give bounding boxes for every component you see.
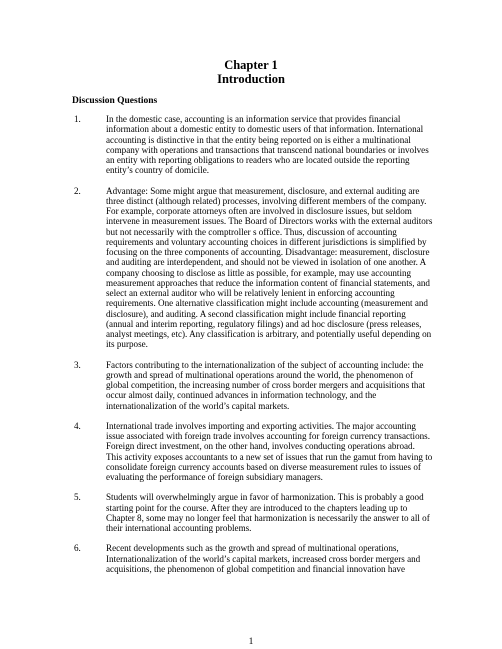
discussion-questions-list	[74, 114, 433, 584]
question-text: Recent developments such as the growth and spread of multinational operations, Internationalization of the world’s capital markets, increased cross border mergers and acquisitions, the phenomenon of global competition and financial innovation have	[106, 543, 421, 574]
chapter-title: Introduction	[217, 72, 285, 86]
question-text: International trade involves importing and exporting activities. The major accounting issue associated with foreign trade involves accounting for foreign currency transactions. Foreign direct investment, on the other hand, involves conducting operations abroad. This activity exposes accountants to a new set of issues that run the gamut from having to consolidate foreign currency accounts based on diverse measurement rules to issues of evaluating the performance of foreign subsidiary managers.	[106, 420, 433, 482]
question-number: 6.	[74, 543, 81, 554]
question-item	[74, 114, 433, 176]
question-item	[74, 185, 433, 350]
question-number: 1.	[74, 114, 81, 124]
question-text: In the domestic case, accounting is an information service that provides financial information about a domestic entity to domestic users of that information. International accounting is distinctive in that the entity being reported on is either a multinational company with operations and transactions that transcend national boundaries or involves an entity with reporting obligations to readers who are located outside the reporting entity’s country of domicile.	[106, 114, 429, 176]
question-number: 4.	[74, 420, 81, 431]
question-item	[74, 359, 433, 411]
question-number: 2.	[74, 185, 81, 196]
question-number: 3.	[74, 359, 81, 370]
page-number: 1	[248, 637, 254, 647]
question-item	[74, 543, 433, 574]
question-item	[74, 492, 433, 533]
question-text: Factors contributing to the internationalization of the subject of accounting include: the growth and spread of multinational operations around the world, the phenomenon of global competition, the increasing number of cross border mergers and acquisitions that occur almost daily, continued advances in information technology, and the internationalization of the world’s capital markets.	[106, 359, 426, 411]
question-text: Students will overwhelmingly argue in favor of harmonization. This is probably a good starting point for the course. After they are introduced to the chapters leading up to Chapter 8, some may no longer feel that harmonization is necessarily the answer to all of their international accounting problems.	[106, 492, 430, 533]
question-item	[74, 420, 433, 483]
question-number: 5.	[74, 492, 81, 503]
chapter-number: Chapter 1	[224, 58, 278, 72]
section-heading: Discussion Questions	[72, 96, 158, 106]
question-text: Advantage: Some might argue that measurement, disclosure, and external auditing are three distinct (although related) processes, involving different members of the company. For example, corporate attorneys often are involved in disclosure issues, but seldom intervene in measurement issues. The Board of Directors works with the external auditors but not necessarily with the comptroller s office. Thus, discussion of accounting requirements and voluntary accounting choices in different jurisdictions is simplified by focusing on the three components of accounting. Disadvantage: measurement, disclosure and auditing are interdependent, and should not be viewed in isolation of one another. A company choosing to disclose as little as possible, for example, may use accounting measurement approaches that reduce the information content of financial statements, and select an external auditor who will be relatively lenient in enforcing accounting requirements. One alternative classification might include accounting (measurement and disclosure), and auditing. A second classification might include financial reporting (annual and interim reporting, regulatory filings) and ad hoc disclosure (press releases, analyst meetings, etc). Any classification is arbitrary, and potentially useful depending on its purpose.	[106, 185, 433, 350]
